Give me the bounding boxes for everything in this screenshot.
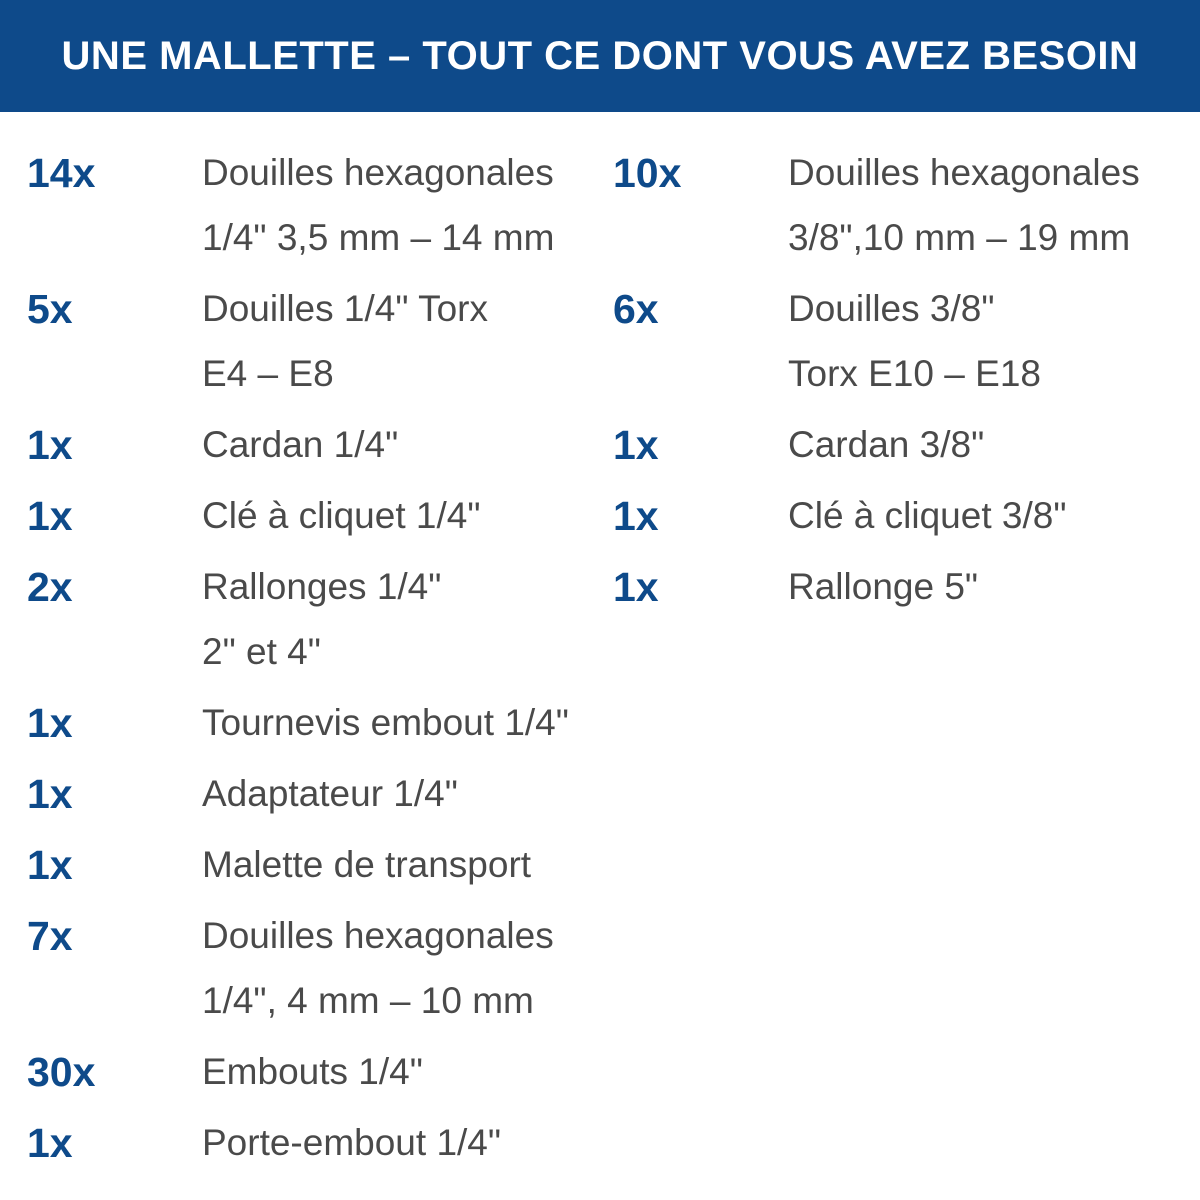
- item-quantity: 1x: [27, 842, 73, 888]
- item-description: [788, 284, 1193, 414]
- item-description: [202, 284, 607, 414]
- item-description-line: 1/4" 3,5 mm – 14 mm: [202, 217, 555, 258]
- item-description: [788, 562, 1193, 627]
- list-item: [27, 698, 607, 763]
- list-item: [613, 562, 1193, 627]
- item-description-line: Douilles hexagonales: [788, 152, 1140, 193]
- list-item: [27, 562, 607, 692]
- item-description-line: Rallonge 5": [788, 566, 979, 607]
- list-item: [613, 420, 1193, 485]
- right-item-list: [613, 148, 1193, 633]
- item-description-line: 1/4", 4 mm – 10 mm: [202, 980, 534, 1021]
- list-item: [613, 148, 1193, 278]
- item-quantity: 1x: [613, 493, 659, 539]
- item-description: [202, 420, 607, 485]
- list-item: [27, 284, 607, 414]
- item-description-line: Cardan 1/4": [202, 424, 399, 465]
- item-description-line: Douilles hexagonales: [202, 915, 554, 956]
- item-description-line: Porte-embout 1/4": [202, 1122, 502, 1163]
- left-item-list: [27, 148, 607, 1189]
- item-quantity: 1x: [613, 422, 659, 468]
- item-quantity: 1x: [27, 1120, 73, 1166]
- item-description: [202, 698, 607, 763]
- item-description: [202, 491, 607, 556]
- item-quantity: 1x: [27, 771, 73, 817]
- item-description-line: Tournevis embout 1/4": [202, 702, 569, 743]
- list-item: [27, 420, 607, 485]
- item-description: [788, 491, 1193, 556]
- list-item: [613, 491, 1193, 556]
- list-item: [27, 491, 607, 556]
- list-item: [27, 769, 607, 834]
- page-title: UNE MALLETTE – TOUT CE DONT VOUS AVEZ BESOIN: [61, 33, 1139, 78]
- item-description-line: Malette de transport: [202, 844, 532, 885]
- item-quantity: 10x: [613, 150, 682, 196]
- item-quantity: 1x: [27, 422, 73, 468]
- item-description: [202, 1047, 607, 1112]
- item-quantity: 5x: [27, 286, 73, 332]
- item-quantity: 7x: [27, 913, 73, 959]
- item-description: [202, 1118, 607, 1183]
- item-description-line: E4 – E8: [202, 353, 334, 394]
- item-quantity: 1x: [27, 493, 73, 539]
- list-item: [27, 1047, 607, 1112]
- item-quantity: 1x: [613, 564, 659, 610]
- item-description-line: Douilles hexagonales: [202, 152, 554, 193]
- header-banner: [0, 0, 1200, 112]
- item-description: [202, 911, 607, 1041]
- item-description-line: Douilles 3/8": [788, 288, 995, 329]
- item-description-line: Rallonges 1/4": [202, 566, 442, 607]
- item-description-line: Douilles 1/4" Torx: [202, 288, 488, 329]
- item-description-line: 3/8",10 mm – 19 mm: [788, 217, 1131, 258]
- item-description: [788, 420, 1193, 485]
- list-item: [27, 840, 607, 905]
- item-description: [202, 562, 607, 692]
- item-quantity: 30x: [27, 1049, 96, 1095]
- item-description: [202, 148, 607, 278]
- list-item: [27, 1118, 607, 1183]
- item-description: [202, 769, 607, 834]
- item-quantity: 1x: [27, 700, 73, 746]
- item-quantity: 2x: [27, 564, 73, 610]
- item-quantity: 14x: [27, 150, 96, 196]
- item-description-line: Cardan 3/8": [788, 424, 985, 465]
- item-description-line: Clé à cliquet 1/4": [202, 495, 481, 536]
- item-description-line: 2" et 4": [202, 631, 321, 672]
- item-description: [202, 840, 607, 905]
- item-description-line: Embouts 1/4": [202, 1051, 423, 1092]
- item-description-line: Torx E10 – E18: [788, 353, 1041, 394]
- list-item: [613, 284, 1193, 414]
- list-item: [27, 911, 607, 1041]
- item-description-line: Clé à cliquet 3/8": [788, 495, 1067, 536]
- list-item: [27, 148, 607, 278]
- item-description-line: Adaptateur 1/4": [202, 773, 458, 814]
- item-description: [788, 148, 1193, 278]
- item-quantity: 6x: [613, 286, 659, 332]
